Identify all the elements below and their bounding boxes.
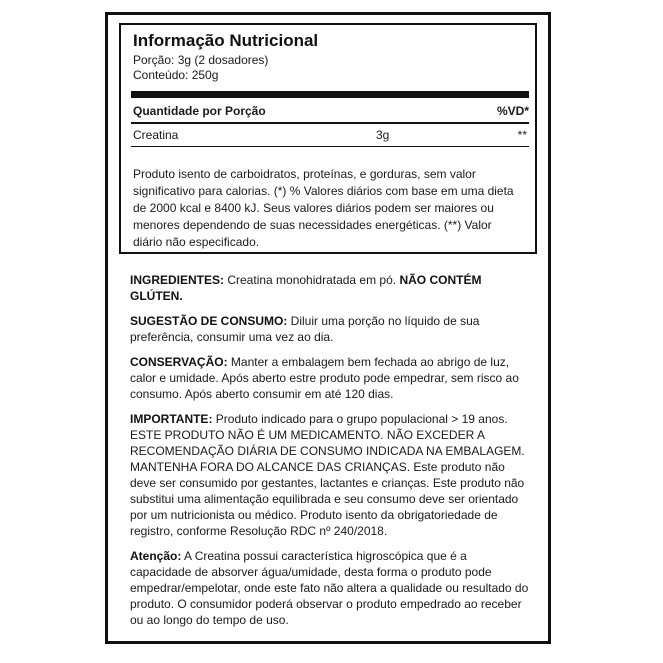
nutrition-facts-table <box>119 23 537 254</box>
header-divider <box>131 122 529 124</box>
portion-size: Porção: 3g (2 dosadores) <box>133 53 269 67</box>
package-content: Conteúdo: 250g <box>133 68 219 82</box>
daily-value-header: %VD* <box>496 104 529 118</box>
table-row <box>133 127 529 143</box>
nutrient-amount: 3g <box>376 128 390 142</box>
attention-text: A Creatina possui característica higroscópica que é a capacidade de absorver água/umidade, desta forma o produto pode empedrar/empelotar, onde este fato não altera a qualidade ou resultado do produto. O consumidor poderá observar o produto empedrado ao receber ou ao longo do tempo de uso. <box>130 549 529 627</box>
thick-divider <box>131 91 529 98</box>
gluten-warning: NÃO CONTÉM GLÚTEN. <box>130 273 482 303</box>
usage-text: Diluir uma porção no líquido de sua preferência, consumir uma vez ao dia. <box>130 314 480 344</box>
nutrient-daily-value: ** <box>517 128 527 142</box>
storage-label: CONSERVAÇÃO: <box>130 355 228 369</box>
attention-label: Atenção: <box>130 549 182 563</box>
attention-paragraph <box>130 548 530 628</box>
nutrition-title: Informação Nutricional <box>133 31 319 50</box>
important-label: IMPORTANTE: <box>130 412 213 426</box>
quantity-per-portion-header: Quantidade por Porção <box>133 104 266 118</box>
label-text-sections <box>130 272 530 637</box>
row-divider <box>131 146 529 147</box>
usage-paragraph <box>130 313 530 345</box>
storage-text: Manter a embalagem bem fechada ao abrigo de luz, calor e umidade. Após aberto estre produto pode empedrar, sem risco ao consumo. Após aberto consumir em até 120 dias. <box>130 355 519 401</box>
important-text: Produto indicado para o grupo populacional > 19 anos. ESTE PRODUTO NÃO É UM MEDICAMENTO. NÃO EXCEDER A RECOMENDAÇÃO DIÁRIA DE CONSUMO INDICADA NA EMBALAGEM. MANTENHA FORA DO ALCANCE DAS CRIANÇAS. Este produto não deve ser consumido por gestantes, lactantes e crianças. Este produto não substitui uma alimentação equilibrada e seu consumo deve ser orientado por um nutricionista ou médico. Produto isento da obrigatoriedade de registro, conforme Resolução RDC nº 240/2018. <box>130 412 525 538</box>
nutrient-name: Creatina <box>133 128 179 142</box>
table-header-row <box>133 102 529 120</box>
important-paragraph <box>130 411 530 539</box>
ingredients-paragraph <box>130 272 530 304</box>
usage-label: SUGESTÃO DE CONSUMO: <box>130 314 288 328</box>
storage-paragraph <box>130 354 530 402</box>
ingredients-label: INGREDIENTES: <box>130 273 225 287</box>
nutrition-footnote: Produto isento de carboidratos, proteínas, e gorduras, sem valor significativo para calorias. (*) % Valores diários com base em uma dieta de 2000 kcal e 8400 kJ. Seus valores diários podem ser maiores ou menores dependendo de suas necessidades energéticas. (**) Valor diário não especificado. <box>133 167 514 249</box>
ingredients-text: Creatina monohidratada em pó. <box>224 273 400 287</box>
